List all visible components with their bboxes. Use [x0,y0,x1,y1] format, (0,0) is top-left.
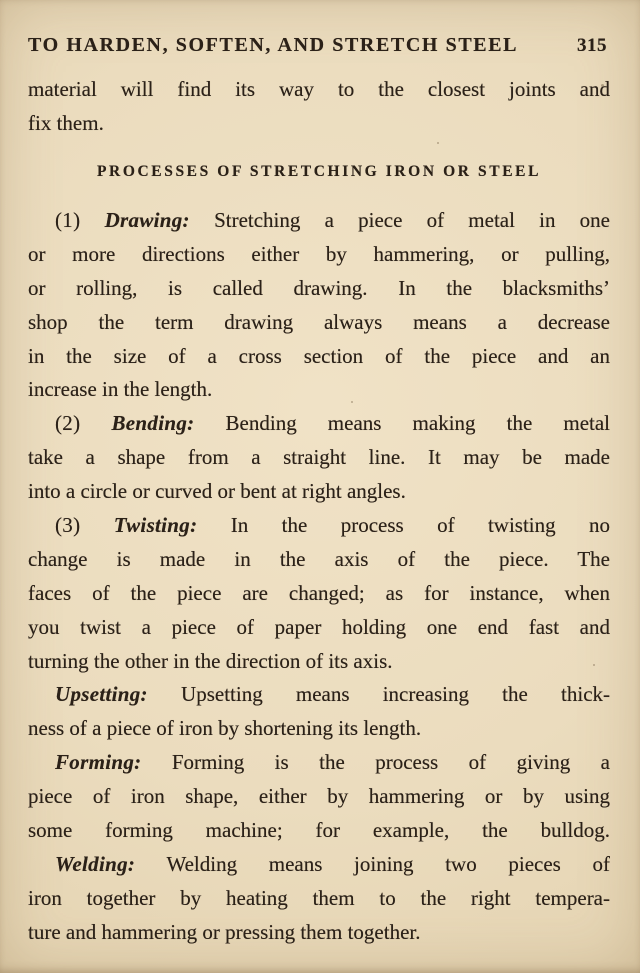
paragraph-first-line-text: Welding means joining two pieces of [166,851,610,876]
page-text-block [28,72,610,950]
text-line: in the size of a cross section of the piece and an [28,343,610,368]
text-line: turning the other in the direction of its axis. [28,648,393,673]
text-line: some forming machine; for example, the bulldog. [28,818,610,843]
paragraph-term: Drawing: [104,208,190,232]
paragraph-term: Bending: [111,411,195,436]
paragraph-first-line-text: Bending means making the metal [225,411,610,436]
text-line: or more directions either by hammering, or pulling, [28,241,610,266]
paragraph-first-line-text: Stretching a piece of metal in one [214,208,610,232]
text-line: ture and hammering or pressing them together. [28,919,421,944]
paragraph-first-line-text: In the process of twisting no [230,513,610,538]
text-line: increase in the length. [28,377,213,402]
text-line: into a circle or curved or bent at right angles. [28,479,406,504]
text-line [28,848,610,882]
paragraph-upsetting [28,678,610,746]
text-line: shop the term drawing always means a decrease [28,309,610,334]
text-line: ness of a piece of iron by shortening its length. [28,716,422,741]
text-line [28,678,610,712]
paragraph-twisting [28,509,610,678]
page-header [28,34,607,57]
paragraph-bending [28,407,610,509]
paragraph-first-line-text: Upsetting means increasing the thick- [181,682,610,707]
text-line: material will find its way to the closest joints and [28,77,610,101]
text-line [28,407,610,441]
intro-paragraph [28,72,610,140]
text-line: or rolling, is called drawing. In the blacksmiths’ [28,275,610,300]
text-line [28,746,610,780]
running-title: TO HARDEN, SOFTEN, AND STRETCH STEEL [28,34,519,56]
text-line: change is made in the axis of the piece. The [28,546,610,571]
text-line: piece of iron shape, either by hammering or by using [28,784,610,809]
text-line: faces of the piece are changed; as for instance, when [28,580,610,605]
paragraph-first-line-text: Forming is the process of giving a [171,750,610,775]
text-line: fix them. [28,111,104,135]
paragraph-term: Welding: [55,851,136,876]
paragraph-term: Forming: [55,750,142,775]
section-heading: PROCESSES OF STRETCHING IRON OR STEEL [96,163,542,180]
paragraph-number: (1) [55,208,81,232]
text-line [28,509,610,543]
paragraph-number: (2) [55,411,81,436]
paragraph-drawing [28,204,610,407]
paragraph-number: (3) [55,513,81,538]
text-line [28,204,610,238]
text-line: take a shape from a straight line. It may be made [28,445,610,470]
paragraph-welding [28,848,610,950]
page-number: 315 [577,35,607,56]
paragraph-term: Upsetting: [55,682,148,707]
paragraph-forming [28,746,610,848]
text-line: you twist a piece of paper holding one end fast and [28,614,610,639]
text-line: iron together by heating them to the right tempera- [28,885,610,910]
paragraph-term: Twisting: [113,513,198,538]
